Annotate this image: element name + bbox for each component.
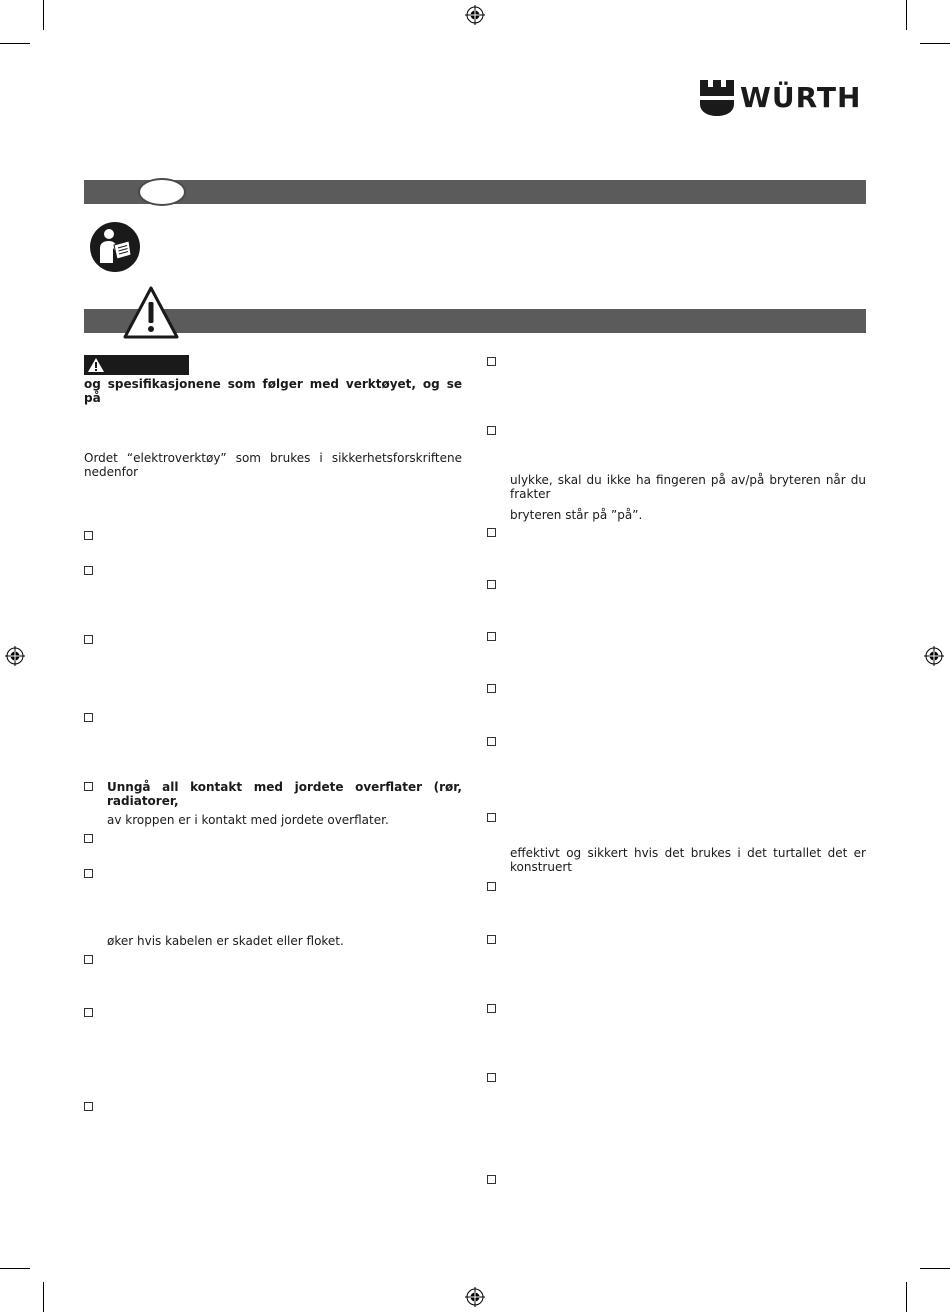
bullet-checkbox	[487, 882, 496, 891]
warning-small-icon	[87, 357, 105, 373]
brand-name: WÜRTH	[740, 81, 862, 114]
bullet-checkbox	[487, 1004, 496, 1013]
bullet-checkbox	[84, 955, 93, 964]
cable-text: øker hvis kabelen er skadet eller floket.	[107, 934, 344, 948]
crop-mark	[920, 43, 950, 44]
bullet-checkbox	[487, 528, 496, 537]
speed-text: effektivt og sikkert hvis det brukes i det turtallet det er konstruert	[510, 846, 866, 874]
registration-mark-icon	[924, 646, 944, 666]
crop-mark	[906, 1282, 907, 1312]
bullet-checkbox	[487, 357, 496, 366]
switch-text-2: bryteren står på ”på”.	[510, 508, 643, 522]
bullet-checkbox	[487, 1073, 496, 1082]
bullet-checkbox	[487, 935, 496, 944]
bullet-checkbox	[487, 684, 496, 693]
safety-header-bar	[84, 309, 866, 333]
bullet-checkbox	[84, 566, 93, 575]
switch-text-1: ulykke, skal du ikke ha fingeren på av/på bryteren når du frakter	[510, 473, 866, 501]
bullet-checkbox	[84, 834, 93, 843]
read-manual-icon	[89, 221, 141, 273]
bullet-checkbox	[487, 737, 496, 746]
bullet-checkbox	[84, 1102, 93, 1111]
warning-triangle-icon	[122, 285, 180, 341]
registration-mark-icon	[465, 1287, 485, 1307]
grounded-cont-text: av kroppen er i kontakt med jordete overflater.	[107, 813, 389, 827]
brand-logo	[700, 80, 870, 116]
bullet-checkbox	[487, 1175, 496, 1184]
bullet-checkbox	[84, 869, 93, 878]
crop-mark	[906, 0, 907, 30]
grounded-bold-text: Unngå all kontakt med jordete overflater (rør, radiatorer,	[107, 780, 462, 808]
crop-mark	[0, 43, 30, 44]
brand-logo-icon	[700, 80, 734, 116]
bullet-checkbox	[84, 531, 93, 540]
bullet-checkbox	[84, 635, 93, 644]
crop-mark	[43, 0, 44, 30]
bullet-checkbox	[84, 782, 93, 791]
bullet-checkbox	[487, 813, 496, 822]
crop-mark	[0, 1268, 30, 1269]
intro-bold-text: og spesifikasjonene som følger med verktøyet, og se på	[84, 377, 462, 405]
bullet-checkbox	[487, 580, 496, 589]
warning-label	[84, 355, 189, 375]
crop-mark	[920, 1268, 950, 1269]
crop-mark	[43, 1282, 44, 1312]
registration-mark-icon	[5, 646, 25, 666]
definition-text: Ordet “elektroverktøy” som brukes i sikkerhetsforskriftene nedenfor	[84, 451, 462, 479]
bullet-checkbox	[487, 632, 496, 641]
bullet-checkbox	[84, 1008, 93, 1017]
bullet-checkbox	[84, 713, 93, 722]
registration-mark-icon	[465, 5, 485, 25]
bullet-checkbox	[487, 426, 496, 435]
section-header-bar	[84, 180, 866, 204]
language-oval	[138, 178, 186, 206]
